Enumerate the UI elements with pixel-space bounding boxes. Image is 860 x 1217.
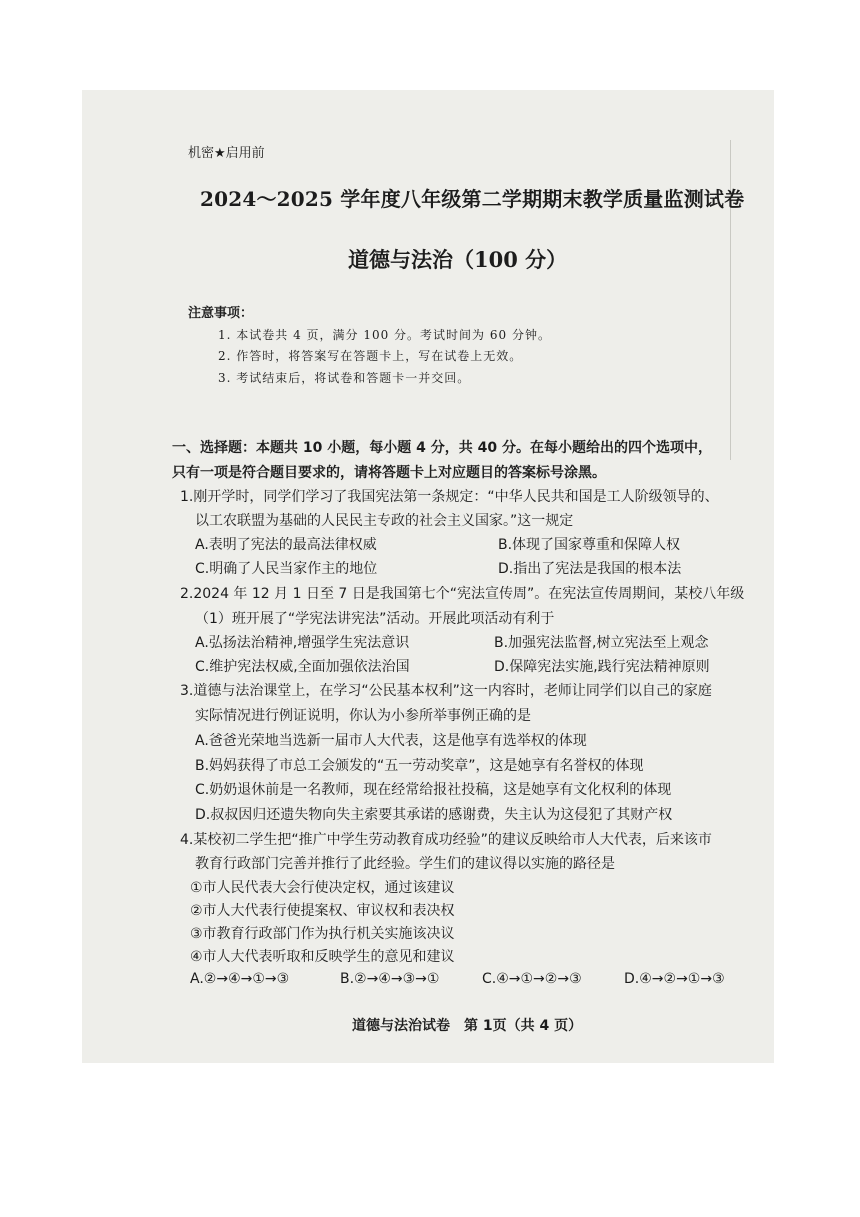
question-1-stem: 1.刚开学时，同学们学习了我国宪法第一条规定：“中华人民共和国是工人阶级领导的、 xyxy=(180,489,719,505)
exam-title: 2024～2025 学年度八年级第二学期期末教学质量监测试卷 xyxy=(200,187,745,211)
q3-option-c: C.奶奶退休前是一名教师，现在经常给报社投稿，这是她享有文化权利的体现 xyxy=(195,782,672,798)
q4-option-a: A.②→④→①→③ xyxy=(190,971,290,987)
question-4-stem: 4.某校初二学生把“推广中学生劳动教育成功经验”的建议反映给市人大代表，后来该市 xyxy=(180,832,712,848)
q2-option-d: D.保障宪法实施,践行宪法精神原则 xyxy=(494,659,710,675)
q3-option-a: A.爸爸光荣地当选新一届市人大代表，这是他享有选举权的体现 xyxy=(195,733,587,749)
q4-item-1: ①市人民代表大会行使决定权，通过该建议 xyxy=(190,880,455,896)
q2-option-c: C.维护宪法权威,全面加强依法治国 xyxy=(195,659,410,675)
q4-item-2: ②市人大代表行使提案权、审议权和表决权 xyxy=(190,903,455,919)
subject-title: 道德与法治（100 分） xyxy=(348,247,568,272)
question-1-stem: 以工农联盟为基础的人民民主专政的社会主义国家。”这一规定 xyxy=(195,513,574,529)
question-2-stem: 2.2024 年 12 月 1 日至 7 日是我国第七个“宪法宣传周”。在宪法宣传周期间，某校八年级 xyxy=(180,586,745,602)
q2-option-b: B.加强宪法监督,树立宪法至上观念 xyxy=(494,635,709,651)
q1-option-d: D.指出了宪法是我国的根本法 xyxy=(498,561,682,577)
q1-option-c: C.明确了人民当家作主的地位 xyxy=(195,561,378,577)
question-3-stem: 实际情况进行例证说明，你认为小参所举事例正确的是 xyxy=(195,708,531,724)
q4-option-c: C.④→①→②→③ xyxy=(482,971,582,987)
confidential-label: 机密★启用前 xyxy=(188,146,265,161)
q3-option-b: B.妈妈获得了市总工会颁发的“五一劳动奖章”，这是她享有名誉权的体现 xyxy=(195,758,644,774)
q2-option-a: A.弘扬法治精神,增强学生宪法意识 xyxy=(195,635,410,651)
q4-option-d: D.④→②→①→③ xyxy=(624,971,725,987)
notice-heading: 注意事项： xyxy=(188,306,254,321)
question-4-stem: 教育行政部门完善并推行了此经验。学生们的建议得以实施的路径是 xyxy=(195,856,615,872)
q4-item-3: ③市教育行政部门作为执行机关实施该决议 xyxy=(190,926,455,942)
section-instructions: 只有一项是符合题目要求的，请将答题卡上对应题目的答案标号涂黑。 xyxy=(172,465,606,481)
q4-item-4: ④市人大代表听取和反映学生的意见和建议 xyxy=(190,949,455,965)
notice-item: 3. 考试结束后，将试卷和答题卡一并交回。 xyxy=(218,371,471,385)
page-footer: 道德与法治试卷 第 1页（共 4 页） xyxy=(352,1018,583,1034)
q4-option-b: B.②→④→③→① xyxy=(340,971,440,987)
question-3-stem: 3.道德与法治课堂上，在学习“公民基本权利”这一内容时，老师让同学们以自己的家庭 xyxy=(180,683,712,699)
q3-option-d: D.叔叔因归还遗失物向失主索要其承诺的感谢费，失主认为这侵犯了其财产权 xyxy=(195,807,673,823)
notice-item: 1. 本试卷共 4 页，满分 100 分。考试时间为 60 分钟。 xyxy=(218,328,551,342)
q1-option-b: B.体现了国家尊重和保障人权 xyxy=(498,537,681,553)
notice-item: 2. 作答时，将答案写在答题卡上，写在试卷上无效。 xyxy=(218,349,523,363)
question-2-stem: （1）班开展了“学宪法讲宪法”活动。开展此项活动有利于 xyxy=(195,611,555,627)
q1-option-a: A.表明了宪法的最高法律权威 xyxy=(195,537,377,553)
section-instructions: 一、选择题：本题共 10 小题，每小题 4 分，共 40 分。在每小题给出的四个选项中， xyxy=(172,440,712,456)
